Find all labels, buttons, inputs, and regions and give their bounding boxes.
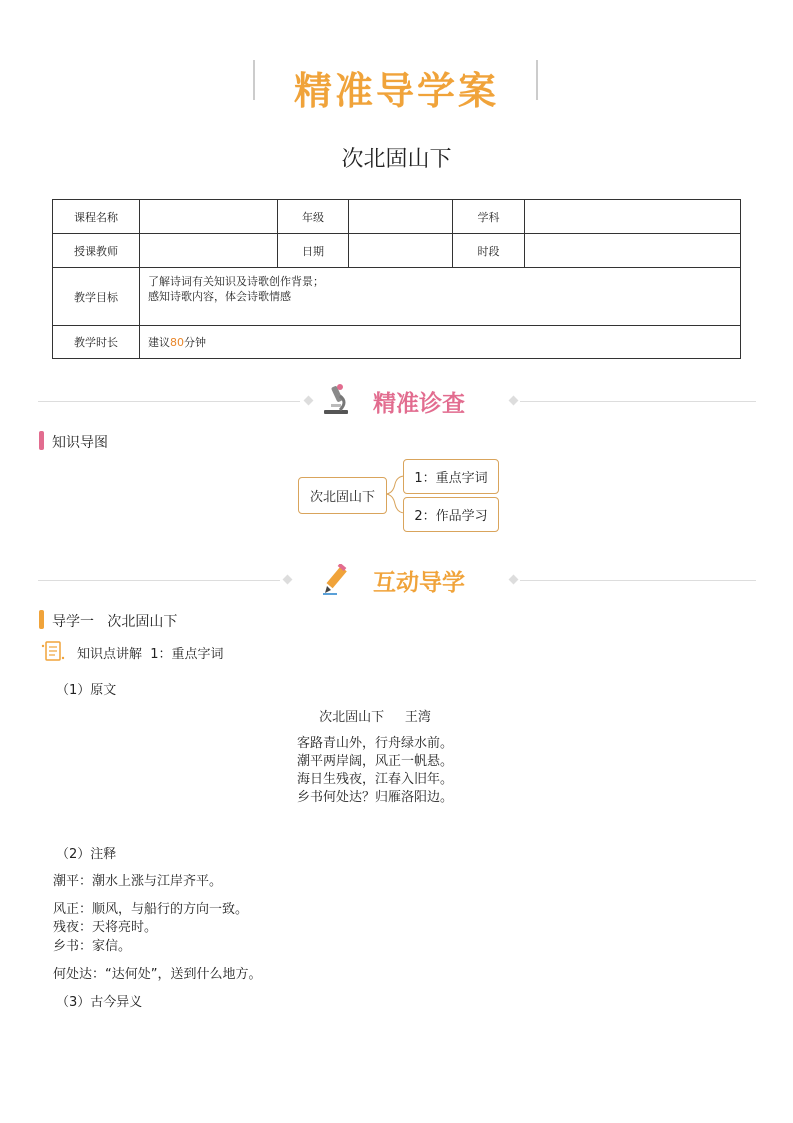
original-heading: （1）原文 — [56, 683, 117, 698]
microscope-icon — [320, 382, 352, 416]
guide1-bar — [39, 610, 44, 629]
duration-number: 80 — [170, 336, 184, 349]
notes-heading: （2）注释 — [56, 847, 117, 862]
period-value — [525, 234, 741, 268]
poem-line-1: 客路青山外，行舟绿水前。 — [296, 736, 453, 751]
mind-map-branch-2: 2：作品学习 — [403, 497, 499, 532]
poem-line-2: 潮平两岸阔，风正一帆悬。 — [296, 754, 453, 769]
grade-label: 年级 — [278, 200, 349, 234]
poem-title: 次北固山下 王湾 — [319, 710, 431, 725]
section1-title: 精准诊查 — [373, 391, 465, 417]
ancient-modern-heading: （3）古今异义 — [56, 995, 143, 1010]
course-info-table — [52, 199, 741, 359]
duration-prefix: 建议 — [148, 336, 170, 349]
period-label: 时段 — [453, 234, 525, 268]
duration-suffix: 分钟 — [184, 336, 206, 349]
section2-right-diamond — [509, 575, 519, 585]
note-item-1: 潮平：潮水上涨与江岸齐平。 — [53, 874, 223, 889]
goal-line-2: 感知诗歌内容，体会诗歌情感 — [148, 290, 291, 303]
duration-value — [140, 326, 741, 359]
goal-value — [140, 268, 741, 326]
pencil-icon — [320, 564, 352, 596]
section1-right-diamond — [509, 396, 519, 406]
document-title: 次北固山下 — [341, 147, 452, 172]
knowledge-map-title: 知识导图 — [52, 435, 108, 451]
section1-right-line — [520, 401, 756, 402]
note-item-3: 残夜：天将亮时。 — [53, 920, 158, 935]
guide1-title: 导学一 次北固山下 — [52, 614, 178, 630]
note-item-5: 何处达：“达何处”，送到什么地方。 — [53, 967, 262, 982]
knowledge-point-title: 知识点讲解 1：重点字词 — [77, 647, 224, 662]
section1-left-diamond — [304, 396, 314, 406]
mind-map-root: 次北固山下 — [298, 477, 387, 514]
poem-line-3: 海日生残夜，江春入旧年。 — [296, 772, 453, 787]
goal-label: 教学目标 — [53, 268, 140, 326]
section2-left-line — [38, 580, 280, 581]
mind-map-branch-1: 1：重点字词 — [403, 459, 499, 494]
teacher-label: 授课教师 — [53, 234, 140, 268]
subject-label: 学科 — [453, 200, 525, 234]
teacher-value — [140, 234, 278, 268]
grade-value — [349, 200, 453, 234]
header-title: 精准导学案 — [293, 69, 499, 113]
poem-line-4: 乡书何处达？归雁洛阳边。 — [296, 790, 453, 805]
document-icon — [40, 640, 66, 664]
section1-left-line — [38, 401, 300, 402]
date-value — [349, 234, 453, 268]
duration-label: 教学时长 — [53, 326, 140, 359]
subject-value — [525, 200, 741, 234]
section2-right-line — [520, 580, 756, 581]
knowledge-map-bar — [39, 431, 44, 450]
course-name-value — [140, 200, 278, 234]
note-item-2: 风正：顺风，与船行的方向一致。 — [53, 902, 249, 917]
goal-line-1: 了解诗词有关知识及诗歌创作背景； — [148, 275, 324, 288]
note-item-4: 乡书：家信。 — [53, 939, 132, 954]
section2-title: 互动导学 — [373, 570, 465, 596]
date-label: 日期 — [278, 234, 349, 268]
course-name-label: 课程名称 — [53, 200, 140, 234]
section2-left-diamond — [283, 575, 293, 585]
